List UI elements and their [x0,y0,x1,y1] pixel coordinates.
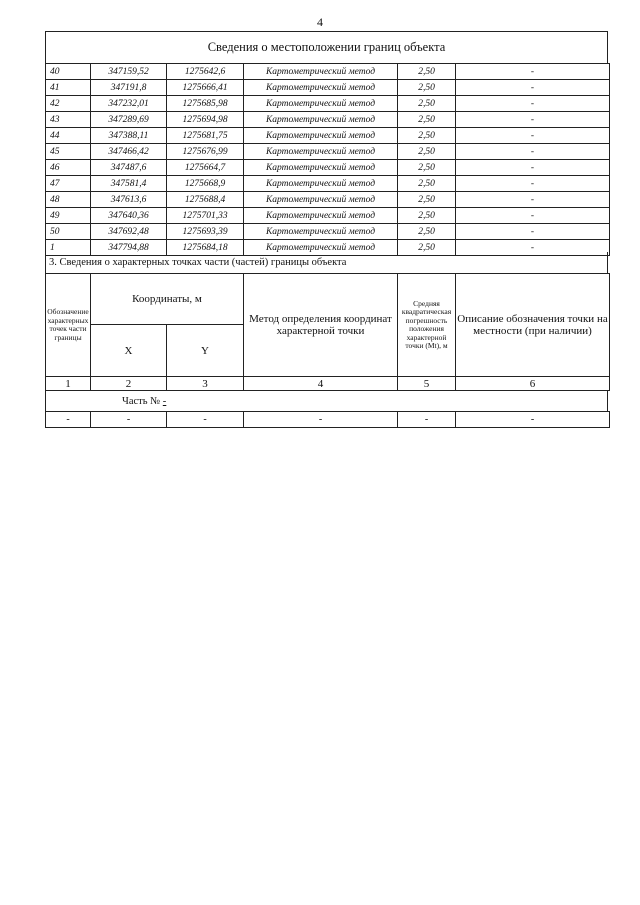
point-number-cell: 1 [46,240,91,256]
accuracy-cell: 2,50 [398,192,456,208]
x-coordinate-cell: 347159,52 [91,64,167,80]
y-coordinate-cell: 1275676,99 [167,144,244,160]
method-cell: Картометрический метод [244,160,398,176]
accuracy-cell: 2,50 [398,176,456,192]
point-number-cell: 50 [46,224,91,240]
x-coordinate-cell: 347466,42 [91,144,167,160]
description-cell: - [456,112,610,128]
table-row [46,64,610,80]
method-cell: Картометрический метод [244,224,398,240]
method-cell: Картометрический метод [244,80,398,96]
x-coordinate-cell: 347487,6 [91,160,167,176]
description-cell: - [456,160,610,176]
table-row [46,208,610,224]
point-number-cell: 48 [46,192,91,208]
column-number: 5 [398,377,456,391]
description-cell: - [456,192,610,208]
designation-header: Обозначение характерных точек части границы [46,274,91,377]
x-header: X [91,325,167,377]
description-header: Описание обозначения точки на местности (при наличии) [456,274,610,377]
column-number: 3 [167,377,244,391]
y-coordinate-cell: 1275681,75 [167,128,244,144]
description-cell: - [456,128,610,144]
column-number: 2 [91,377,167,391]
part-points-table [45,411,610,428]
y-coordinate-cell: 1275701,33 [167,208,244,224]
page-number: 4 [317,15,323,29]
description-cell: - [456,96,610,112]
column-number: 6 [456,377,610,391]
accuracy-cell: 2,50 [398,96,456,112]
point-number-cell: 44 [46,128,91,144]
point-number-cell: 45 [46,144,91,160]
y-coordinate-cell: 1275693,39 [167,224,244,240]
description-cell: - [456,208,610,224]
column-number: 1 [46,377,91,391]
y-coordinate-cell: 1275688,4 [167,192,244,208]
table-row [46,192,610,208]
description-cell: - [456,240,610,256]
accuracy-cell: 2,50 [398,224,456,240]
x-coordinate-cell: 347581,4 [91,176,167,192]
part-value: - [162,396,167,407]
point-number-cell: 47 [46,176,91,192]
accuracy-header: Средняя квадратическая погрешность положения характерной точки (Мt), м [398,274,456,377]
table-row [46,176,610,192]
accuracy-cell: 2,50 [398,64,456,80]
accuracy-cell: 2,50 [398,128,456,144]
table-cell: - [244,412,398,428]
part-row [45,391,608,411]
y-coordinate-cell: 1275685,98 [167,96,244,112]
points-header-table [45,273,610,391]
coordinates-table [45,63,610,256]
method-cell: Картометрический метод [244,128,398,144]
x-coordinate-cell: 347613,6 [91,192,167,208]
y-header: Y [167,325,244,377]
table-cell: - [456,412,610,428]
table-row [46,96,610,112]
table-row [46,128,610,144]
y-coordinate-cell: 1275642,6 [167,64,244,80]
table-row [46,112,610,128]
method-cell: Картометрический метод [244,240,398,256]
point-number-cell: 46 [46,160,91,176]
accuracy-cell: 2,50 [398,208,456,224]
column-number: 4 [244,377,398,391]
accuracy-cell: 2,50 [398,80,456,96]
table-cell: - [46,412,91,428]
table-row [46,80,610,96]
x-coordinate-cell: 347388,11 [91,128,167,144]
method-cell: Картометрический метод [244,208,398,224]
table-cell: - [91,412,167,428]
description-cell: - [456,64,610,80]
y-coordinate-cell: 1275664,7 [167,160,244,176]
y-coordinate-cell: 1275684,18 [167,240,244,256]
accuracy-cell: 2,50 [398,144,456,160]
point-number-cell: 49 [46,208,91,224]
table-row [46,224,610,240]
point-number-cell: 43 [46,112,91,128]
description-cell: - [456,80,610,96]
table-row [46,144,610,160]
y-coordinate-cell: 1275666,41 [167,80,244,96]
table-cell: - [398,412,456,428]
part-label-group [122,391,166,413]
section3-title: 3. Сведения о характерных точках части (частей) границы объекта [45,252,608,273]
point-number-cell: 42 [46,96,91,112]
y-coordinate-cell: 1275668,9 [167,176,244,192]
x-coordinate-cell: 347640,36 [91,208,167,224]
description-cell: - [456,224,610,240]
coordinates-header: Координаты, м [91,274,244,325]
method-cell: Картометрический метод [244,64,398,80]
x-coordinate-cell: 347232,01 [91,96,167,112]
method-cell: Картометрический метод [244,192,398,208]
x-coordinate-cell: 347692,48 [91,224,167,240]
accuracy-cell: 2,50 [398,112,456,128]
accuracy-cell: 2,50 [398,160,456,176]
method-header: Метод определения координат характерной точки [244,274,398,377]
y-coordinate-cell: 1275694,98 [167,112,244,128]
description-cell: - [456,176,610,192]
method-cell: Картометрический метод [244,96,398,112]
table-row [46,160,610,176]
description-cell: - [456,144,610,160]
x-coordinate-cell: 347289,69 [91,112,167,128]
part-label: Часть № [122,396,161,407]
accuracy-cell: 2,50 [398,240,456,256]
point-number-cell: 41 [46,80,91,96]
x-coordinate-cell: 347191,8 [91,80,167,96]
method-cell: Картометрический метод [244,176,398,192]
point-number-cell: 40 [46,64,91,80]
table-cell: - [167,412,244,428]
method-cell: Картометрический метод [244,112,398,128]
x-coordinate-cell: 347794,88 [91,240,167,256]
method-cell: Картометрический метод [244,144,398,160]
section-title: Сведения о местоположении границ объекта [45,31,608,64]
